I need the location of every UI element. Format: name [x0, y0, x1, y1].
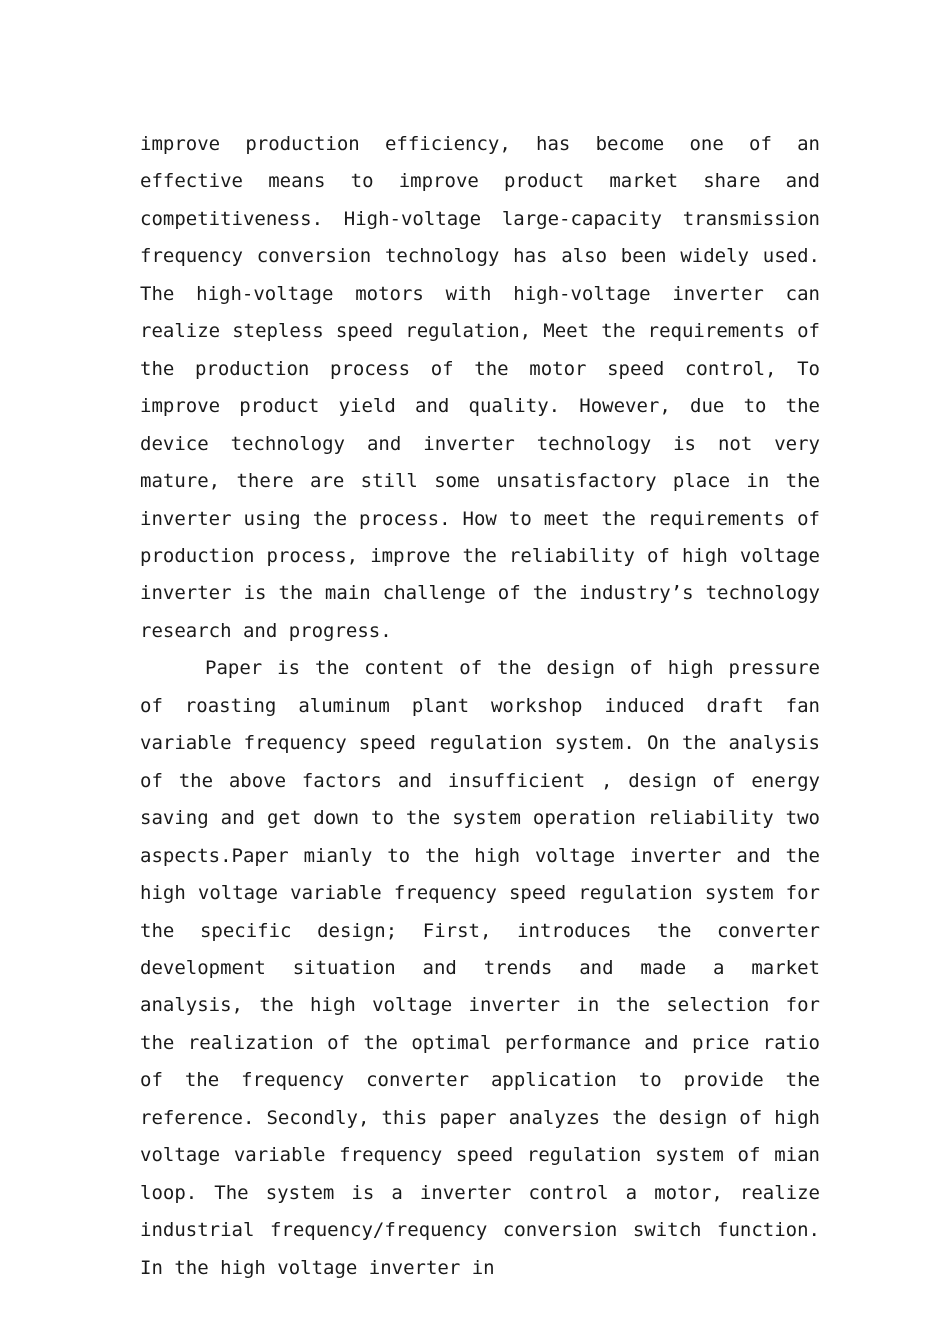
paragraph-1: improve production efficiency, has become one of an effective means to improve product market share and competitiveness. High-voltage large-capacity transmission frequency conversion technology has also been widely used. The high-voltage motors with high-voltage inverter can realize stepless speed regulation, Meet the requirements of the production process of the motor speed control, To improve product yield and quality. However, due to the device technology and inverter technology is not very mature, there are still some unsatisfactory place in the inverter using the process. How to meet the requirements of production process, improve the reliability of high voltage inverter is the main challenge of the industry’s technology research and progress. — [140, 133, 820, 642]
body-text — [140, 126, 820, 1287]
paragraph-2: Paper is the content of the design of high pressure of roasting aluminum plant workshop induced draft fan variable frequency speed regulation system. On the analysis of the above factors and insufficient , design of energy saving and get down to the system operation reliability two aspects.Paper mianly to the high voltage inverter and the high voltage variable frequency speed regulation system for the specific design; First, introduces the converter development situation and trends and made a market analysis, the high voltage inverter in the selection for the realization of the optimal performance and price ratio of the frequency converter application to provide the reference. Secondly, this paper analyzes the design of high voltage variable frequency speed regulation system of mian loop. The system is a inverter control a motor, realize industrial frequency/frequency conversion switch function. In the high voltage inverter in — [140, 657, 820, 1279]
